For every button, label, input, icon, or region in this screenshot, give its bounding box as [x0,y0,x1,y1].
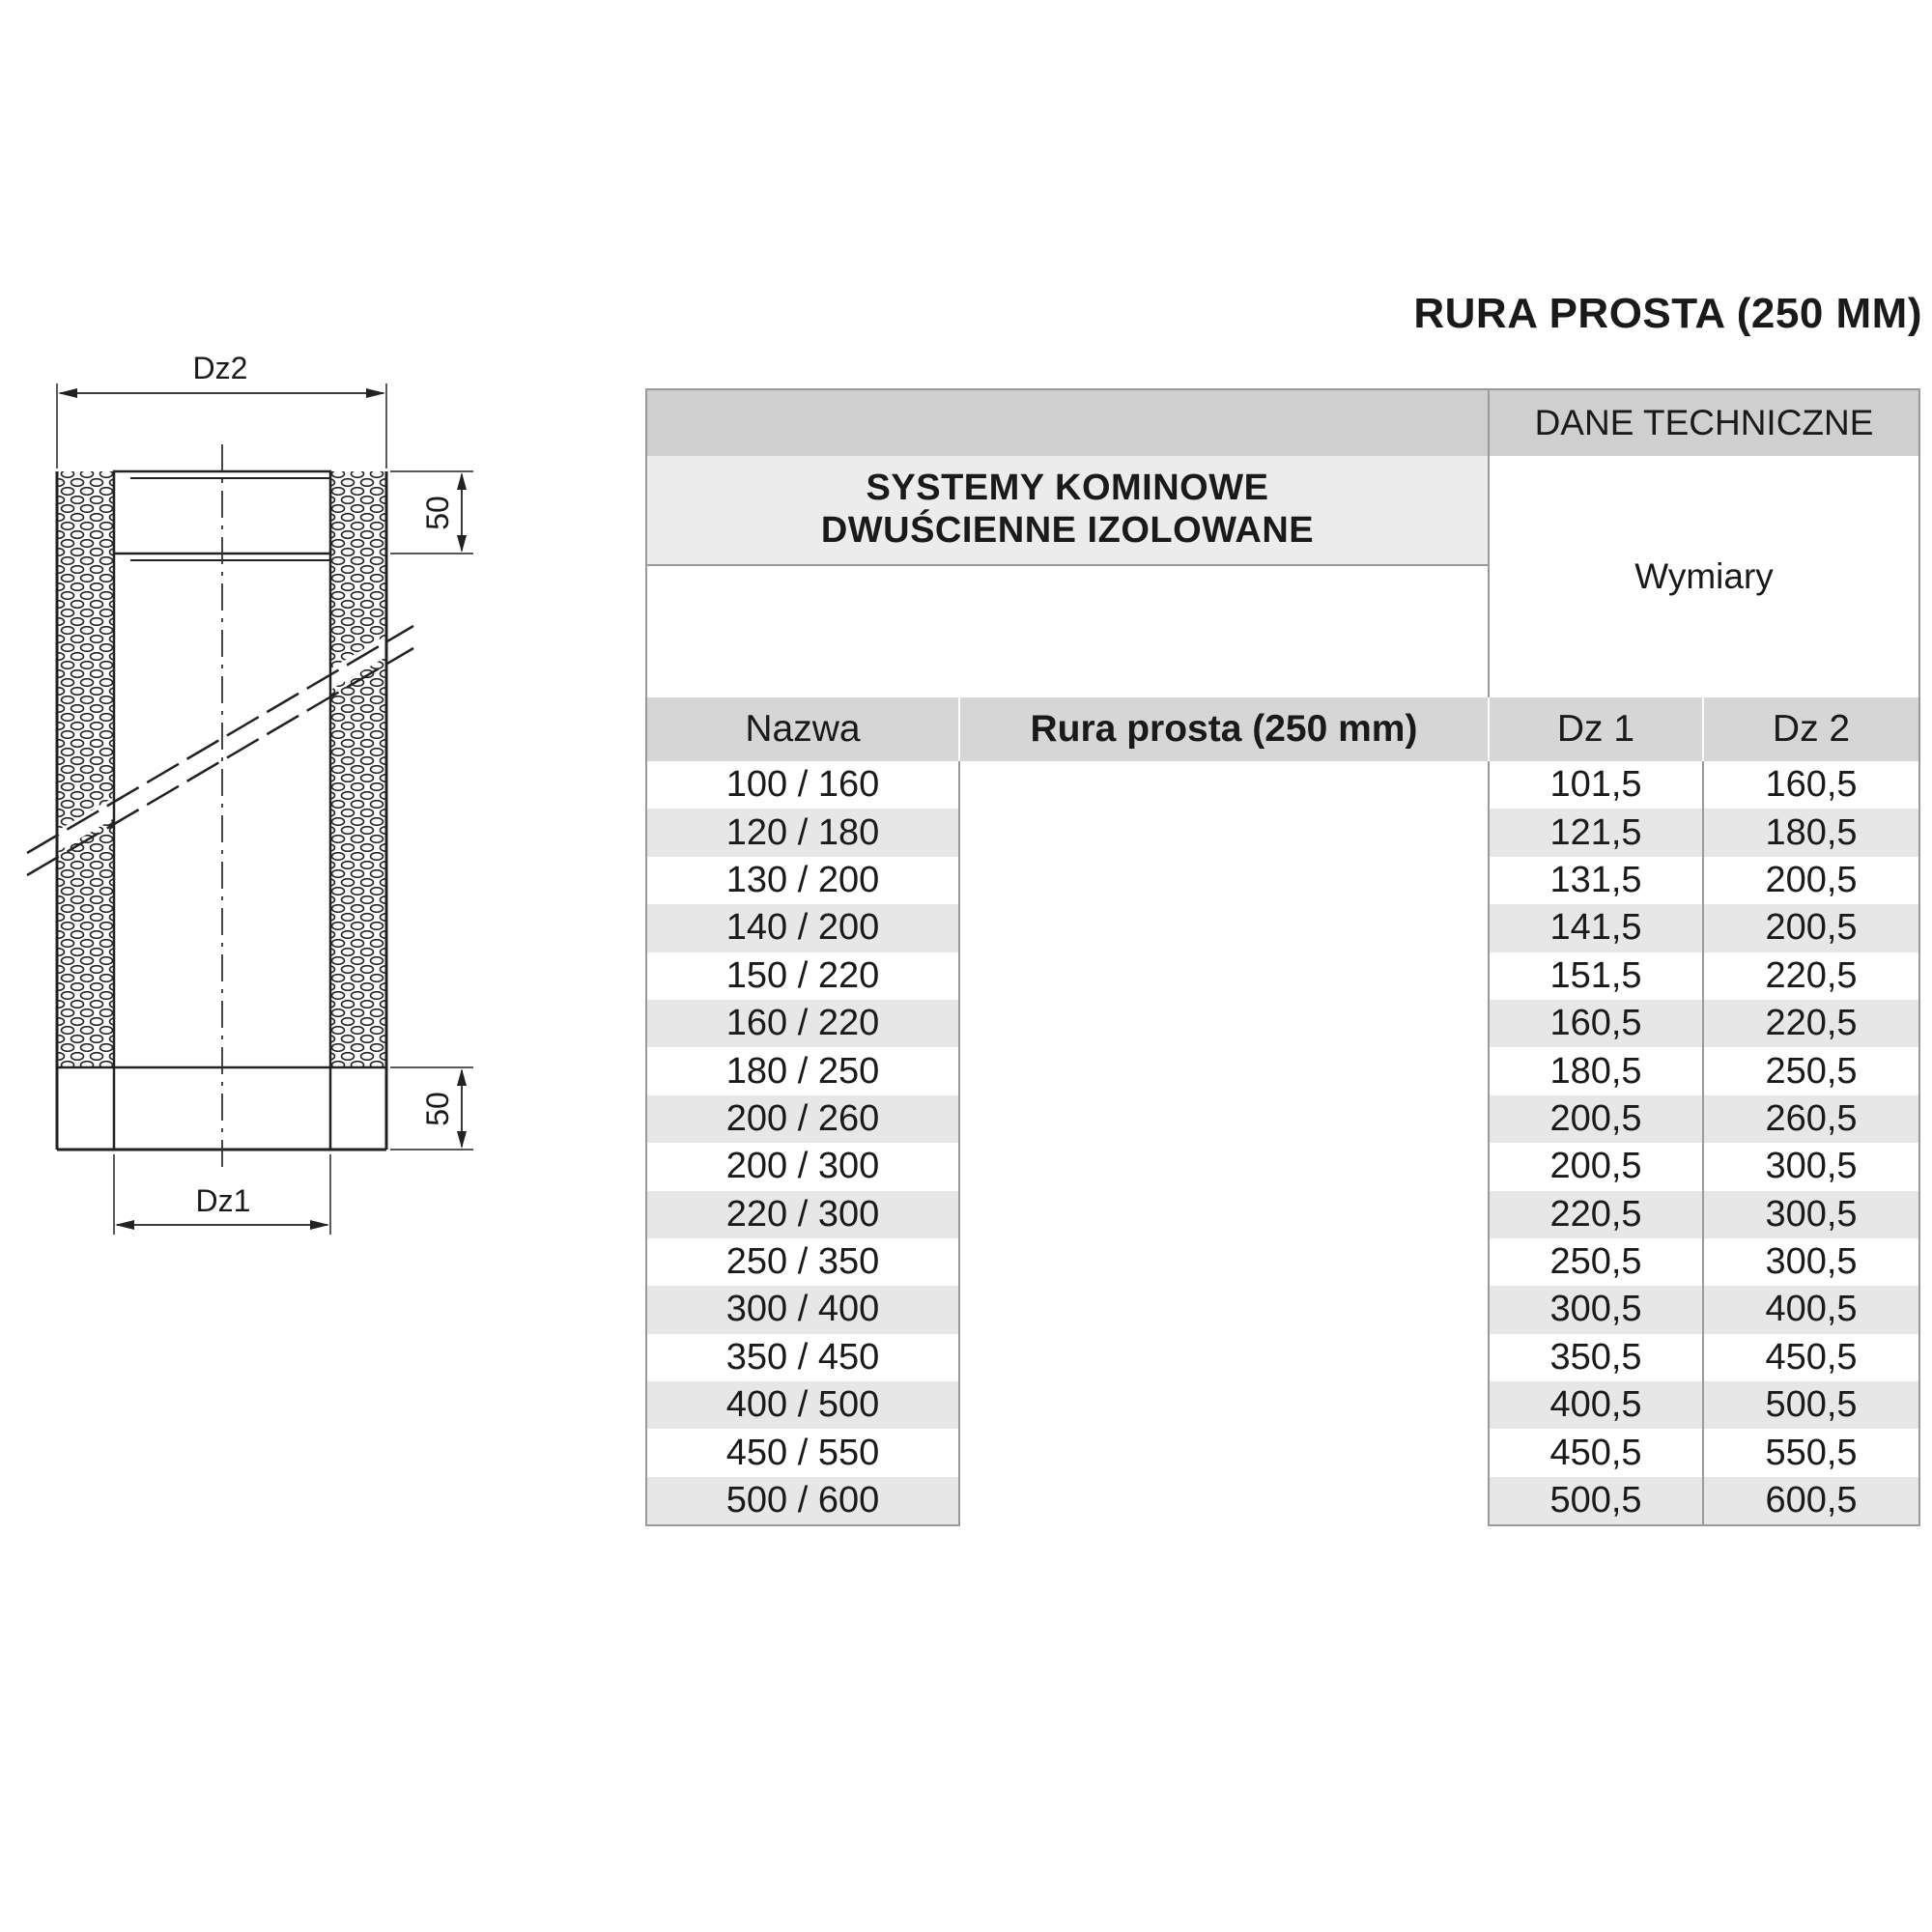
cell-dz2: 450,5 [1703,1334,1919,1381]
insulation-left [57,471,114,1067]
cell-dz1: 131,5 [1549,859,1642,900]
cell-dz2: 220,5 [1703,952,1919,1000]
column-header-product: Rura prosta (250 mm) [959,697,1489,761]
system-title [646,456,1489,565]
cell-dz2: 200,5 [1703,857,1919,904]
cell-dz2: 160,5 [1703,761,1919,809]
cell-dz1: 350,5 [1549,1336,1642,1378]
cell-name: 500 / 600 [646,1477,959,1525]
cell-dz1: 121,5 [1489,809,1703,856]
cell-dz2: 300,5 [1703,1191,1919,1238]
column-header-name: Nazwa [646,697,959,761]
cell-name: 180 / 250 [646,1047,959,1094]
cell-dz2: 300,5 [1703,1143,1919,1190]
cell-dz2: 550,5 [1703,1429,1919,1476]
cell-name: 220 / 300 [646,1191,959,1238]
pipe-technical-drawing [0,0,502,1285]
insulation-right [330,471,386,1067]
cell-name: 350 / 450 [646,1334,959,1381]
dimensions-label: Wymiary [1489,456,1919,697]
cell-name: 130 / 200 [646,857,959,904]
cell-dz2: 220,5 [1703,1000,1919,1047]
cell-name: 400 / 500 [646,1381,959,1429]
cell-dz1: 151,5 [1549,954,1642,996]
cell-name: 450 / 550 [646,1429,959,1476]
cell-dz1: 450,5 [1549,1432,1642,1473]
column-header-dz2: Dz 2 [1703,697,1919,761]
cell-name: 200 / 260 [646,1095,959,1143]
group-header-technical-data: DANE TECHNICZNE [1489,389,1919,456]
cell-dz1: 400,5 [1489,1381,1703,1429]
cell-dz2: 180,5 [1703,809,1919,856]
header-grey-bar [646,389,1489,456]
dimension-bottom-50-label: 50 [420,1092,455,1126]
cell-product [959,761,1489,1525]
cell-dz1: 160,5 [1489,1000,1703,1047]
cell-dz1: 141,5 [1489,904,1703,952]
system-title-line2: DWUŚCIENNE IZOLOWANE [820,510,1315,551]
cell-name: 300 / 400 [646,1286,959,1333]
cell-dz1: 220,5 [1489,1191,1703,1238]
cell-dz1: 300,5 [1489,1286,1703,1333]
dimension-dz2-label: Dz2 [192,351,248,385]
cell-dz1: 101,5 [1549,764,1642,806]
cell-dz2: 260,5 [1703,1095,1919,1143]
column-header-dz1: Dz 1 [1489,697,1703,761]
dimension-top-50-label: 50 [420,496,455,530]
cell-dz2: 600,5 [1703,1477,1919,1525]
dimension-dz1-label: Dz1 [195,1183,251,1218]
cell-name: 150 / 220 [646,952,959,1000]
table-row [646,761,1919,809]
cell-dz2: 500,5 [1703,1381,1919,1429]
cell-dz1: 250,5 [1549,1241,1642,1283]
system-title-line1: SYSTEMY KOMINOWE [866,468,1269,509]
blank-image-area [646,565,1489,697]
cell-name: 250 / 350 [646,1238,959,1286]
cell-dz2: 300,5 [1703,1238,1919,1286]
cell-name: 120 / 180 [646,809,959,856]
cell-dz2: 250,5 [1703,1047,1919,1094]
cell-name: 160 / 220 [646,1000,959,1047]
cell-name: 140 / 200 [646,904,959,952]
specification-table [645,388,1920,1526]
page-title: RURA PROSTA (250 MM) [1413,290,1922,337]
cell-dz2: 400,5 [1703,1286,1919,1333]
column-header-row [646,697,1919,761]
cell-dz1: 200,5 [1549,1146,1642,1187]
cell-name: 100 / 160 [646,761,959,809]
cell-dz1: 180,5 [1549,1050,1642,1092]
cell-dz1: 500,5 [1489,1477,1703,1525]
cell-dz2: 200,5 [1703,904,1919,952]
cell-dz1: 200,5 [1489,1095,1703,1143]
cell-name: 200 / 300 [646,1143,959,1190]
